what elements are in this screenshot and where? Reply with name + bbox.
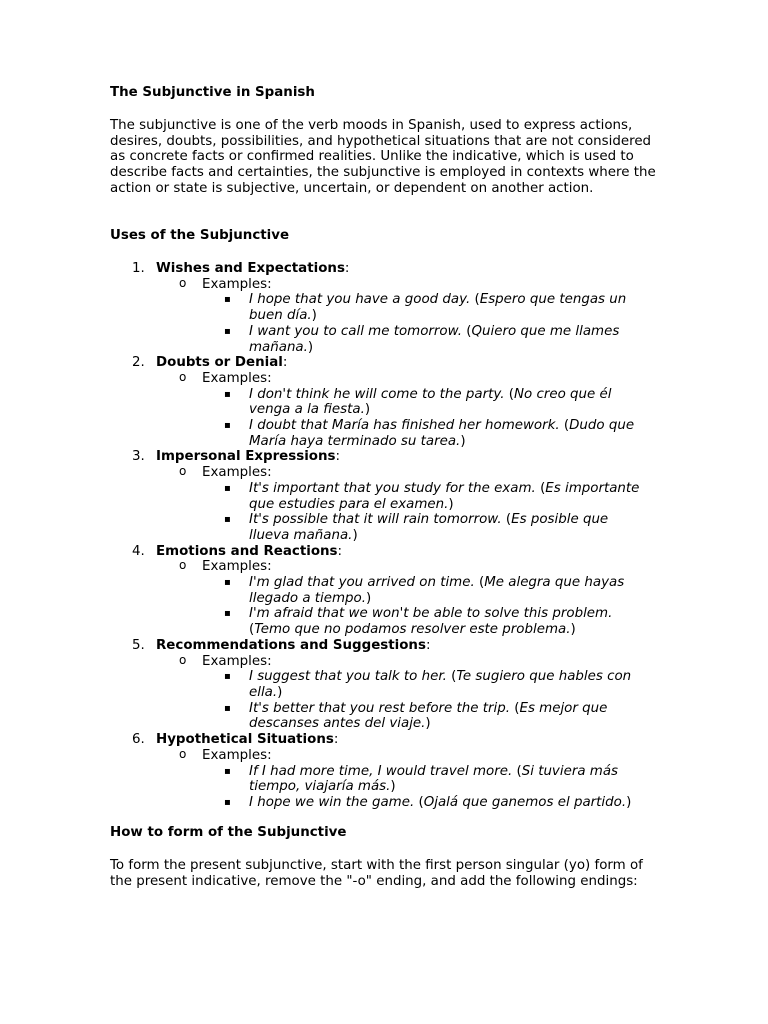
example-item bbox=[110, 764, 670, 795]
example-open-paren: ( bbox=[470, 292, 480, 308]
example-open-paren: ( bbox=[414, 794, 424, 810]
example-close-paren: ) bbox=[448, 496, 454, 512]
use-item-number: 5. bbox=[132, 637, 145, 653]
use-list-item bbox=[110, 261, 670, 355]
example-spanish: Si tuviera más tiempo, viajaría más. bbox=[249, 763, 619, 795]
form-heading: How to form of the Subjunctive bbox=[110, 825, 347, 840]
example-english: I doubt that María has finished her homework. bbox=[249, 418, 560, 434]
example-english: I hope that you have a good day. bbox=[249, 292, 471, 308]
example-spanish: Me alegra que hayas llegado a tiempo. bbox=[249, 575, 625, 606]
example-item bbox=[110, 418, 670, 449]
example-open-paren: ( bbox=[559, 418, 570, 434]
square-bullet-icon: ▪ bbox=[224, 514, 231, 526]
use-item-number: 3. bbox=[132, 449, 145, 465]
use-list-item bbox=[110, 638, 670, 732]
examples-label: Examples: bbox=[202, 370, 272, 386]
example-english: I hope we win the game. bbox=[249, 794, 415, 810]
example-english: It's better that you rest before the trip. bbox=[249, 700, 510, 716]
use-item-number: 6. bbox=[132, 732, 145, 748]
example-open-paren: ( bbox=[510, 700, 520, 716]
square-bullet-icon: ▪ bbox=[224, 294, 231, 306]
example-english: I want you to call me tomorrow. bbox=[249, 323, 462, 339]
example-english: It's possible that it will rain tomorrow. bbox=[249, 512, 502, 528]
example-open-paren: ( bbox=[446, 669, 457, 685]
example-spanish: Dudo que María haya terminado su tarea. bbox=[249, 418, 635, 449]
use-list-item bbox=[110, 544, 670, 638]
circle-bullet-icon: o bbox=[179, 746, 187, 761]
uses-heading: Uses of the Subjunctive bbox=[110, 228, 290, 243]
example-spanish: Temo que no podamos resolver este problema. bbox=[254, 622, 571, 638]
use-list-item bbox=[110, 355, 670, 449]
use-item-colon: : bbox=[282, 355, 288, 371]
example-item bbox=[110, 481, 670, 512]
use-item-heading bbox=[110, 732, 670, 748]
use-item-heading bbox=[110, 638, 670, 654]
use-list-item bbox=[110, 449, 670, 543]
use-item-number: 4. bbox=[132, 543, 145, 559]
document-title: The Subjunctive in Spanish bbox=[110, 85, 315, 100]
example-close-paren: ) bbox=[390, 779, 396, 795]
use-item-term: Emotions and Reactions bbox=[156, 543, 338, 559]
example-english: I suggest that you talk to her. bbox=[249, 669, 447, 685]
examples-label: Examples: bbox=[202, 747, 272, 763]
example-item bbox=[110, 292, 670, 323]
form-paragraph: To form the present subjunctive, start with the first person singular (yo) form of the present indicative, remove the "-o" ending, and add the following endings: bbox=[110, 858, 643, 889]
use-item-colon: : bbox=[335, 449, 341, 465]
square-bullet-icon: ▪ bbox=[224, 388, 231, 400]
examples-label: Examples: bbox=[202, 276, 272, 292]
use-item-term: Impersonal Expressions bbox=[156, 449, 336, 465]
use-item-heading bbox=[110, 261, 670, 277]
example-close-paren: ) bbox=[364, 402, 371, 418]
example-open-paren: ( bbox=[461, 323, 472, 339]
square-bullet-icon: ▪ bbox=[224, 765, 231, 777]
use-item-number: 1. bbox=[132, 261, 145, 276]
example-spanish: Quiero que me llames mañana. bbox=[249, 323, 620, 355]
example-close-paren: ) bbox=[307, 339, 314, 355]
use-item-heading bbox=[110, 449, 670, 465]
example-spanish: Es posible que llueva mañana. bbox=[249, 512, 609, 543]
uses-list bbox=[110, 261, 670, 811]
use-item-colon: : bbox=[425, 637, 431, 653]
example-close-paren: ) bbox=[425, 716, 431, 732]
use-item-heading bbox=[110, 544, 670, 560]
example-close-paren: ) bbox=[352, 527, 358, 543]
example-close-paren: ) bbox=[277, 684, 283, 700]
use-item-term: Doubts or Denial bbox=[156, 355, 283, 371]
example-item bbox=[110, 669, 670, 700]
example-close-paren: ) bbox=[626, 794, 632, 810]
example-item bbox=[110, 701, 670, 732]
square-bullet-icon: ▪ bbox=[224, 577, 231, 589]
use-item-number: 2. bbox=[132, 355, 145, 371]
example-spanish: Es mejor que descanses antes del viaje. bbox=[249, 700, 608, 732]
use-item-colon: : bbox=[337, 543, 343, 559]
example-item bbox=[110, 387, 670, 418]
example-open-paren: ( bbox=[504, 386, 514, 402]
example-open-paren: ( bbox=[501, 512, 512, 528]
example-english: I don't think he will come to the party. bbox=[249, 386, 505, 402]
example-spanish: Espero que tengas un buen día. bbox=[249, 292, 627, 324]
use-item-heading bbox=[110, 355, 670, 371]
example-close-paren: ) bbox=[366, 590, 372, 606]
use-item-colon: : bbox=[333, 732, 339, 748]
example-english: It's important that you study for the exam. bbox=[249, 480, 536, 496]
circle-bullet-icon: o bbox=[179, 558, 187, 573]
example-english: If I had more time, I would travel more. bbox=[249, 763, 513, 779]
use-item-term: Wishes and Expectations bbox=[156, 261, 345, 276]
square-bullet-icon: ▪ bbox=[224, 702, 231, 714]
use-item-term: Recommendations and Suggestions bbox=[156, 637, 426, 653]
intro-paragraph: The subjunctive is one of the verb moods in Spanish, used to express actions, desires, doubts, possibilities, and hypothetical situations that are not considered as concrete facts or confirmed realities. Unlike the indicative, which is used to describe facts and certainties, the subjunctive is employed in contexts where the action or state is subjective, uncertain, or dependent on another action. bbox=[110, 118, 656, 196]
use-item-colon: : bbox=[344, 261, 350, 276]
example-item bbox=[110, 575, 670, 606]
example-item bbox=[110, 512, 670, 543]
examples-label: Examples: bbox=[202, 653, 272, 669]
example-close-paren: ) bbox=[570, 622, 576, 638]
example-spanish: Ojalá que ganemos el partido. bbox=[423, 794, 627, 810]
square-bullet-icon: ▪ bbox=[224, 325, 231, 337]
examples-label: Examples: bbox=[202, 465, 272, 481]
square-bullet-icon: ▪ bbox=[224, 608, 231, 620]
example-english: I'm glad that you arrived on time. bbox=[249, 575, 475, 591]
example-spanish: Te sugiero que hables con ella. bbox=[249, 669, 632, 700]
square-bullet-icon: ▪ bbox=[224, 420, 231, 432]
circle-bullet-icon: o bbox=[179, 464, 187, 479]
example-open-paren: ( bbox=[249, 622, 255, 638]
circle-bullet-icon: o bbox=[179, 275, 187, 290]
examples-subitem bbox=[110, 371, 670, 387]
example-english: I'm afraid that we won't be able to solve this problem. bbox=[249, 606, 613, 622]
example-item bbox=[110, 795, 670, 811]
example-spanish: No creo que él venga a la fiesta. bbox=[249, 386, 612, 418]
example-item bbox=[110, 324, 670, 355]
example-open-paren: ( bbox=[512, 763, 522, 779]
examples-subitem bbox=[110, 654, 670, 670]
example-open-paren: ( bbox=[474, 575, 485, 591]
use-item-term: Hypothetical Situations bbox=[156, 732, 334, 748]
use-list-item bbox=[110, 732, 670, 811]
examples-label: Examples: bbox=[202, 559, 272, 575]
examples-subitem bbox=[110, 748, 670, 764]
examples-subitem bbox=[110, 559, 670, 575]
example-item bbox=[110, 606, 670, 637]
examples-subitem bbox=[110, 277, 670, 293]
example-open-paren: ( bbox=[535, 480, 546, 496]
square-bullet-icon: ▪ bbox=[224, 482, 231, 494]
square-bullet-icon: ▪ bbox=[224, 796, 231, 808]
examples-subitem bbox=[110, 465, 670, 481]
example-close-paren: ) bbox=[460, 433, 466, 449]
circle-bullet-icon: o bbox=[179, 652, 187, 667]
example-close-paren: ) bbox=[311, 308, 317, 324]
circle-bullet-icon: o bbox=[179, 369, 187, 384]
square-bullet-icon: ▪ bbox=[224, 671, 231, 683]
example-spanish: Es importante que estudies para el examen. bbox=[249, 480, 640, 512]
